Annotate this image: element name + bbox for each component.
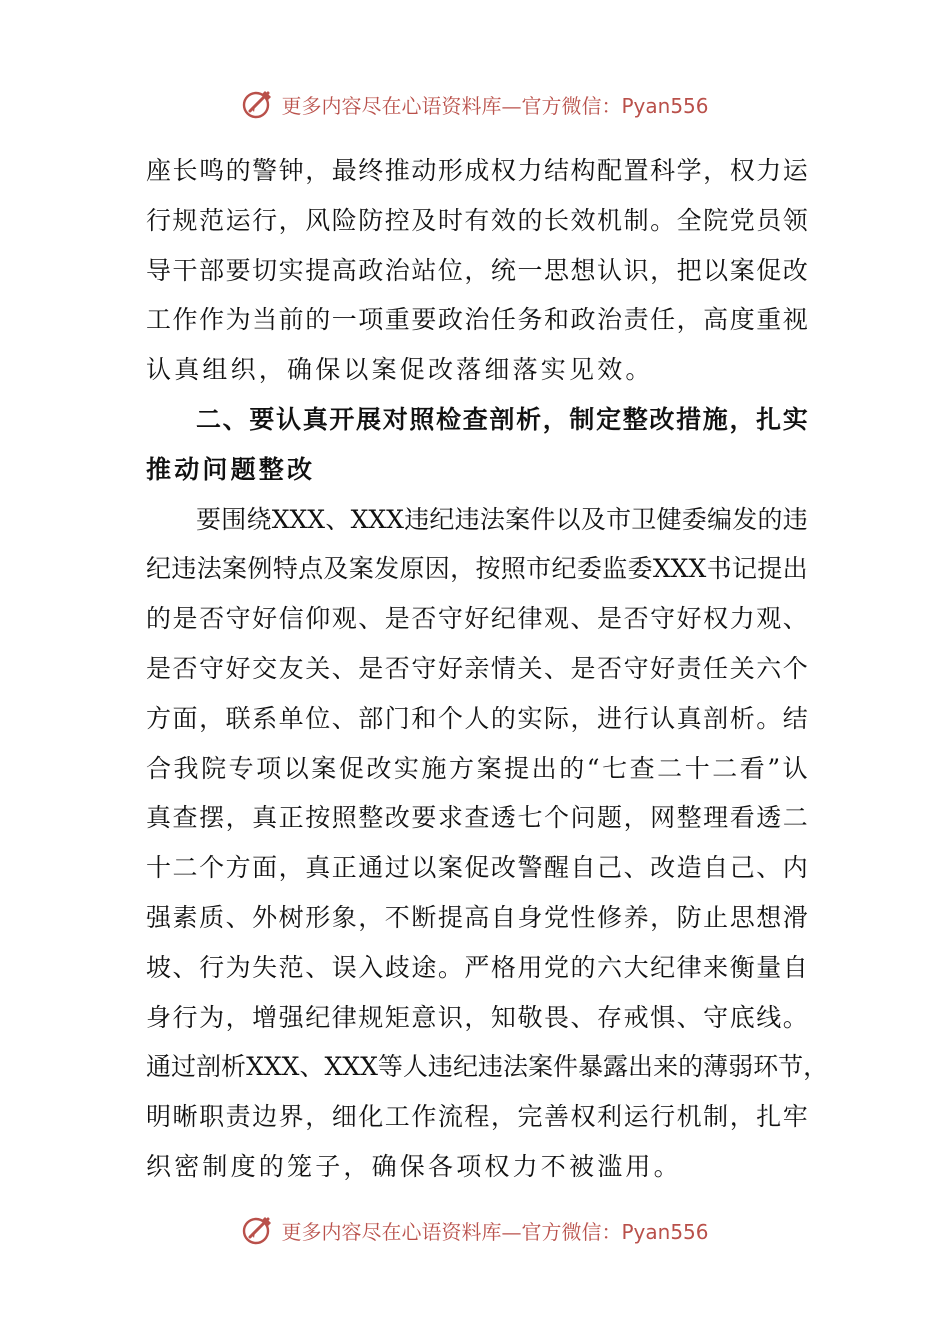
text-line: 二 、 要 认 真 开 展 对 照 检 查 剖 析 ， 制 定 整 改 措 施 ， 扎 实 [196, 404, 808, 434]
pen-logo-icon [241, 1213, 275, 1247]
text-line: 合 我 院 专 项 以 案 促 改 实 施 方 案 提 出 的 “ 七 查 二 十 二 看 ” 认 [146, 753, 808, 783]
footer-watermark-banner [0, 1208, 950, 1252]
text-line: 方 面 ， 联 系 单 位 、 部 门 和 个 人 的 实 际 ， 进 行 认 真 剖 析 。 结 [146, 703, 808, 733]
text-line: 行 规 范 运 行 ， 风 险 防 控 及 时 有 效 的 长 效 机 制 。 全 院 党 员 领 [146, 205, 808, 235]
text-line: 强 素 质 、 外 树 形 象 ， 不 断 提 高 自 身 党 性 修 养 ， 防 止 思 想 滑 [146, 902, 808, 932]
text-line: 是 否 守 好 交 友 关 、 是 否 守 好 亲 情 关 、 是 否 守 好 责 任 关 六 个 [146, 653, 808, 683]
text-line: 明 晰 职 责 边 界 ， 细 化 工 作 流 程 ， 完 善 权 利 运 行 机 制 ， 扎 牢 [146, 1102, 808, 1132]
text-line: 导 干 部 要 切 实 提 高 政 治 站 位 ， 统 一 思 想 认 识 ， 把 以 案 促 改 [146, 255, 808, 285]
text-line: 织密制度的笼子，确保各项权力不被滥用。 [146, 1151, 682, 1181]
header-watermark-text: 更多内容尽在心语资料库—官方微信：Pyan556 [281, 93, 709, 118]
text-line: 十 二 个 方 面 ， 真 正 通 过 以 案 促 改 警 醒 自 己 、 改 造 自 己 、 内 [146, 853, 808, 883]
header-watermark-banner [0, 82, 950, 126]
text-line: 工 作 作 为 当 前 的 一 项 重 要 政 治 任 务 和 政 治 责 任 ， 高 度 重 视 [146, 305, 808, 335]
footer-watermark-text: 更多内容尽在心语资料库—官方微信：Pyan556 [281, 1219, 709, 1244]
text-line: 坡 、 行 为 失 范 、 误 入 歧 途 。 严 格 用 党 的 六 大 纪 律 来 衡 量 自 [146, 952, 808, 982]
text-line: 要 围 绕 XXX 、 XXX 违 纪 违 法 案 件 以 及 市 卫 健 委 编 发 的 违 [196, 504, 808, 534]
text-line: 的 是 否 守 好 信 仰 观 、 是 否 守 好 纪 律 观 、 是 否 守 好 权 力 观 、 [146, 604, 808, 634]
text-line: 认真组织，确保以案促改落细落实见效。 [146, 355, 654, 385]
text-line: 推动问题整改 [146, 454, 316, 484]
text-line: 身 行 为 ， 增 强 纪 律 规 矩 意 识 ， 知 敬 畏 、 存 戒 惧 、 守 底 线 。 [146, 1002, 808, 1032]
pen-logo-icon [241, 87, 275, 121]
text-line: 通 过 剖 析 XXX 、 XXX 等 人 违 纪 违 法 案 件 暴 露 出 来 的 薄 弱 环 节 ， [146, 1052, 829, 1082]
text-line: 真 查 摆 ， 真 正 按 照 整 改 要 求 查 透 七 个 问 题 ， 网 整 理 看 透 二 [146, 803, 808, 833]
text-line: 纪 违 法 案 例 特 点 及 案 发 原 因 ， 按 照 市 纪 委 监 委 XXX 书 记 提 出 [146, 554, 808, 584]
document-body [146, 146, 829, 1192]
text-line: 座 长 鸣 的 警 钟 ， 最 终 推 动 形 成 权 力 结 构 配 置 科 学 ， 权 力 运 [146, 156, 808, 185]
